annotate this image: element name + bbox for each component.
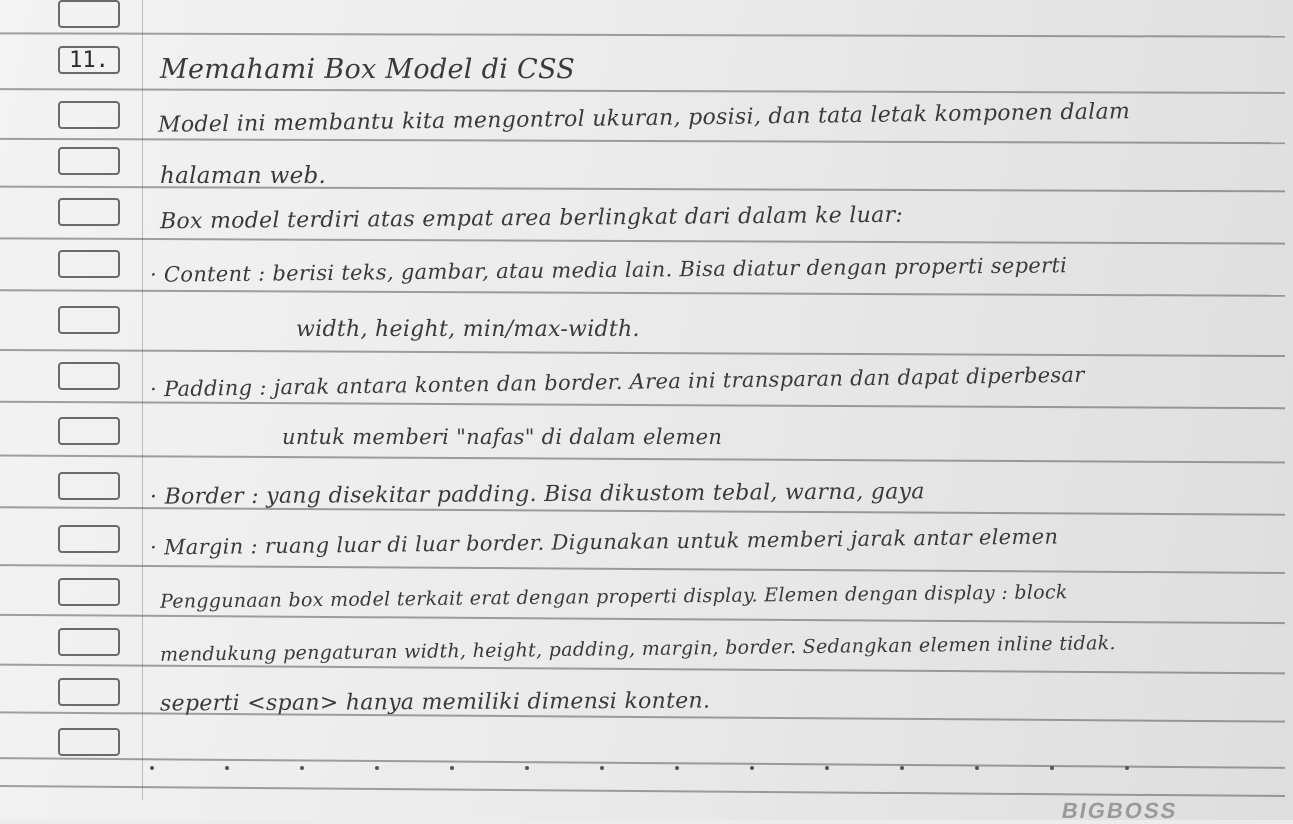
ruled-line [0,401,1285,410]
margin-box [58,472,120,500]
note-line: mendukung pengaturan width, height, padding, margin, border. Sedangkan elemen inline tidak. [159,632,1116,666]
ruled-line [0,564,1285,574]
note-line: Model ini membantu kita mengontrol ukuran, posisi, dan tata letak komponen dalam [157,99,1131,138]
margin-box [58,0,120,28]
dot-mark [450,766,454,770]
ruled-line [0,237,1285,244]
dot-mark [1125,766,1129,770]
margin-box [58,678,120,706]
margin-box [58,578,120,606]
dot-mark [375,766,379,770]
note-line: Penggunaan box model terkait erat dengan properti display. Elemen dengan display : block [159,581,1068,613]
dot-mark [975,766,979,770]
margin-box [58,306,120,334]
ruled-line [0,88,1285,94]
margin-box [58,525,120,553]
margin-line [142,0,143,800]
page-number-box [58,46,120,74]
margin-box [58,417,120,445]
margin-box [58,728,120,756]
dot-mark [675,766,679,770]
dot-mark [600,766,604,770]
dot-row [150,766,1250,772]
ruled-line [0,349,1285,357]
brand-logo: BIGBOSS [1059,798,1180,823]
dot-mark [750,766,754,770]
dot-mark [825,766,829,770]
note-line: seperti <span> hanya memiliki dimensi konten. [159,688,711,717]
page-number: 11. [69,47,109,73]
margin-box [58,250,120,278]
ruled-line [0,138,1285,144]
note-bullet: · Border : yang disekitar padding. Bisa dikustom tebal, warna, gaya [149,479,925,510]
margin-box [58,147,120,175]
dot-mark [1050,766,1054,770]
dot-mark [225,766,229,770]
dot-mark [150,766,154,770]
note-bullet: · Padding : jarak antara konten dan border. Area ini transparan dan dapat diperbesar [149,362,1085,402]
margin-box [58,362,120,390]
ruled-line [0,785,1285,797]
dot-mark [900,766,904,770]
ruled-line [0,455,1285,464]
ruled-line [0,614,1285,624]
note-title: Memahami Box Model di CSS [160,54,576,85]
note-line: untuk memberi "nafas" di dalam elemen [282,425,723,449]
note-line: width, height, min/max-width. [296,317,640,342]
margin-box [58,101,120,129]
note-line: Box model terdiri atas empat area berlingkat dari dalam ke luar: [159,202,904,235]
dot-mark [300,766,304,770]
ruled-line [0,289,1285,297]
ruled-line [0,32,1285,37]
dot-mark [525,766,529,770]
note-bullet: · Margin : ruang luar di luar border. Digunakan untuk memberi jarak antar elemen [149,524,1059,560]
margin-box [58,198,120,226]
note-line: halaman web. [160,163,327,189]
margin-box [58,628,120,656]
note-bullet: · Content : berisi teks, gambar, atau media lain. Bisa diatur dengan properti seperti [149,253,1068,287]
